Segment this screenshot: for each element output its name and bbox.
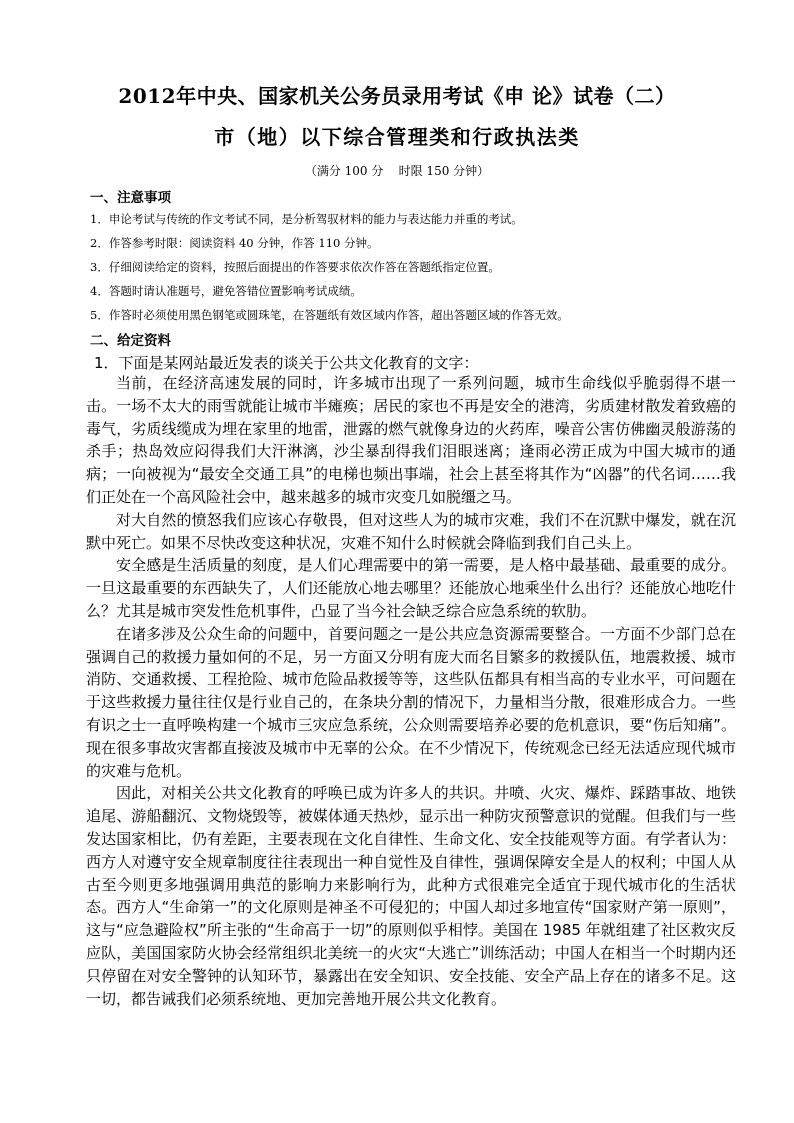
material-paragraph-4: 在诸多涉及公众生命的问题中，首要问题之一是公共应急资源需要整合。一方面不少部门总在强调自己的救援力量如何的不足，另一方面又分明有庞大而名目繁多的救援队伍，地震救援、城市消防、交通救援、工程抢险、城市危险品救援等等，这些队伍都具有相当高的专业水平，可问题在于这些救援力量往往仅是行业自己的，在条块分割的情况下，力量相当分散，很难形成合力。一些有识之士一直呼唤构建一个城市三灾应急系统，公众则需要培养必要的危机意识，要“伤后知痛”。现在很多事故灾害都直接波及城市中无辜的公众。在不少情况下，传统观念已经无法适应现代城市的灾难与危机。 [86, 624, 736, 780]
notice-item-3: 3．仔细阅读给定的资料，按照后面提出的作答要求依次作答在答题纸指定位置。 [90, 260, 500, 274]
material-lead: 1．下面是某网站最近发表的谈关于公共文化教育的文字： [94, 354, 479, 372]
score-time-info: （满分 100 分 时限 150 分钟） [304, 164, 490, 178]
material-paragraph-2: 对大自然的愤怒我们应该心存敬畏，但对这些人为的城市灾难，我们不在沉默中爆发，就在沉默中死亡。如果不尽快改变这种状况，灾难不知什么时候就会降临到我们自己头上。 [86, 510, 736, 552]
notice-heading: 一、注意事项 [90, 190, 171, 206]
material-paragraph-3: 安全感是生活质量的刻度，是人们心理需要中的第一需要，是人格中最基础、最重要的成分。一旦这最重要的东西缺失了，人们还能放心地去哪里？还能放心地乘坐什么出行？还能放心地吃什么？尤其是城市突发性危机事件，凸显了当今社会缺乏综合应急系统的软肋。 [86, 556, 736, 620]
materials-heading: 二、给定资料 [90, 333, 171, 349]
notice-item-5: 5．作答时必须使用黑色钢笔或圆珠笔，在答题纸有效区域内作答，超出答题区域的作答无效。 [90, 308, 569, 322]
notice-item-1: 1．申论考试与传统的作文考试不同，是分析驾驭材料的能力与表达能力并重的考试。 [90, 212, 523, 226]
material-body [86, 372, 736, 1010]
document-title: 2012年中央、国家机关公务员录用考试《申 论》试卷（二） [118, 84, 676, 108]
material-paragraph-1: 当前，在经济高速发展的同时，许多城市出现了一系列问题，城市生命线似乎脆弱得不堪一击。一场不太大的雨雪就能让城市半瘫痪；居民的家也不再是安全的港湾，劣质建材散发着致癌的毒气，劣质线缆成为埋在家里的地雷，泄露的燃气就像身边的火药库，噪音公害仿佛幽灵般游荡的杀手；热岛效应闷得我们大汗淋漓，沙尘暴刮得我们泪眼迷离；逢雨必涝正成为中国大城市的通病；一向被视为“最安全交通工具”的电梯也频出事端，社会上甚至将其作为“凶器”的代名词……我们正处在一个高风险社会中，越来越多的城市灾变几如脱缰之马。 [86, 374, 736, 506]
notice-item-4: 4．答题时请认准题号，避免答错位置影响考试成绩。 [90, 284, 362, 298]
material-paragraph-5: 因此，对相关公共文化教育的呼唤已成为许多人的共识。井喷、火灾、爆炸、踩踏事故、地铁追尾、游船翻沉、文物烧毁等，被媒体通天热炒，显示出一种防灾预警意识的觉醒。但我们与一些发达国家相比，仍有差距，主要表现在文化自律性、生命文化、安全技能观等方面。有学者认为：西方人对遵守安全规章制度往往表现出一种自觉性及自律性，强调保障安全是人的权利；中国人从古至今则更多地强调用典范的影响力来影响行为，此种方式很难完全适宜于现代城市化的生活状态。西方人“生命第一”的文化原则是神圣不可侵犯的；中国人却过多地宣传“国家财产第一原则”，这与“应急避险权”所主张的“生命高于一切”的原则似乎相悖。美国在 1985 年就组建了社区救灾反应队，美国国家防火协会经常组织北美统一的火灾“大逃亡”训练活动；中国人在相当一个时期内还只停留在对安全警钟的认知环节，暴露出在安全知识、安全技能、安全产品上存在的诸多不足。这一切，都告诫我们必须系统地、更加完善地开展公共文化教育。 [86, 784, 736, 1008]
document-subtitle: 市（地）以下综合管理类和行政执法类 [214, 125, 580, 149]
notice-item-2: 2．作答参考时限：阅读资料 40 分钟，作答 110 分钟。 [90, 236, 379, 250]
